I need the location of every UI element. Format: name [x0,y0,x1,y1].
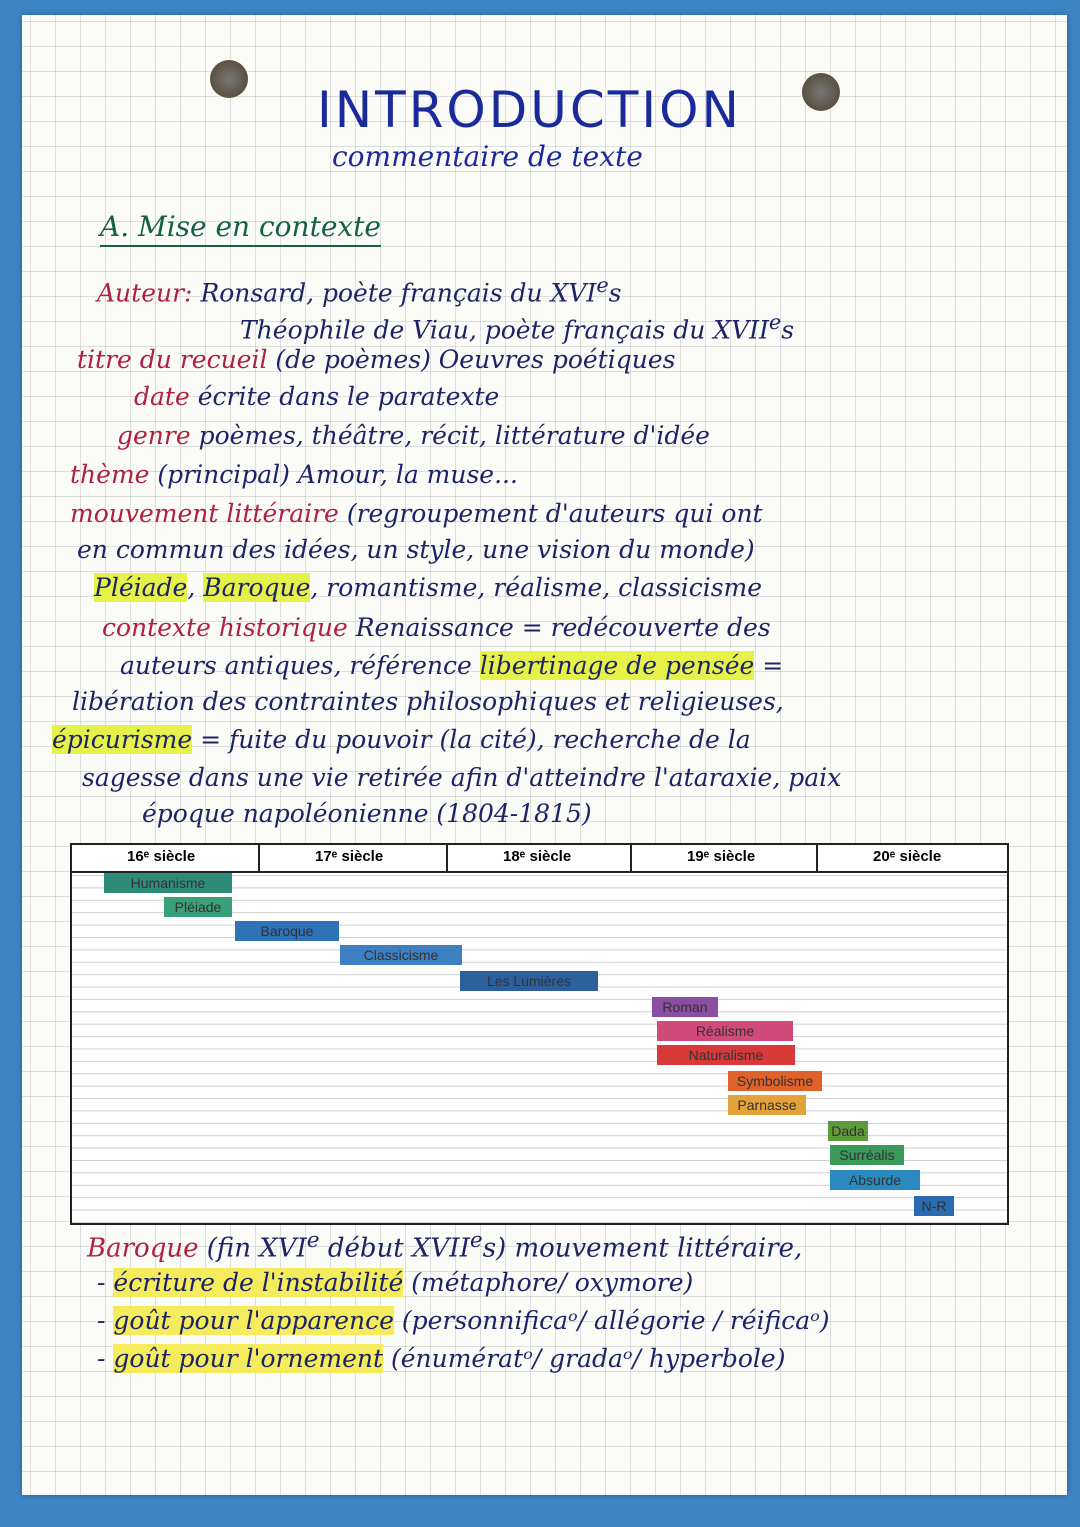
movement-bar: Pléiade [164,897,232,917]
baroque-label: Baroque [87,1233,199,1264]
baroque-item: - goût pour l'ornement (énumératᵒ/ gradaᵒ/ hyperbole) [97,1344,786,1373]
text: s) mouvement littéraire, [482,1233,803,1264]
timeline-chart [70,843,1009,1225]
sup-end: s [781,315,795,345]
epicurisme-highlight: épicurisme [52,725,193,754]
sup: e [469,1228,483,1253]
mouvement-line-1 [70,499,763,528]
auteur-line-2 [240,310,794,344]
genre-value: poèmes, théâtre, récit, littérature d'idée [198,421,710,450]
mouvement-value: (regroupement d'auteurs qui ont [346,499,763,528]
theme-line [70,460,518,489]
movement-bar: Réalisme [657,1021,793,1041]
titre-label: titre du recueil [77,345,268,374]
contexte-value: Renaissance = redécouverte des [355,613,771,642]
sup: e [596,273,609,297]
contexte-line-3: libération des contraintes philosophiques et religieuses, [72,687,784,716]
libertinage-highlight: libertinage de pensée [479,651,755,680]
titre-line [77,345,675,374]
contexte-line-1 [102,613,771,642]
punch-hole [210,60,248,98]
item-rest: (énumératᵒ/ gradaᵒ/ hyperbole) [383,1344,786,1373]
mouvements-list: Pléiade, Baroque, romantisme, réalisme, classicisme [94,573,763,602]
genre-line [117,421,710,450]
page-subtitle: commentaire de texte [332,140,643,173]
text: = [754,651,784,680]
movement-bar: Classicisme [340,945,462,965]
auteur-label: Auteur: [97,278,193,308]
page-title: INTRODUCTION [317,81,742,139]
punch-hole [802,73,840,111]
movement-bar: Humanisme [104,873,232,893]
text: (fin XVI [206,1233,307,1264]
item-highlight: goût pour l'apparence [113,1306,394,1335]
pleiade-highlight: Pléiade [94,573,188,602]
mouvement-line-2: en commun des idées, un style, une vision du monde) [77,535,755,564]
auteur-value-2: Théophile de Viau, poète français du XVII [240,315,769,345]
movement-bar: N-R [914,1196,954,1216]
item-rest: (métaphore/ oxymore) [403,1268,694,1297]
contexte-line-5: sagesse dans une vie retirée afin d'atteindre l'ataraxie, paix [82,763,842,792]
item-highlight: goût pour l'ornement [113,1344,384,1373]
text: début XVII [319,1233,470,1264]
section-heading: A. Mise en contexte [100,210,381,247]
text: = fuite du pouvoir (la cité), recherche de la [192,725,751,754]
theme-label: thème [70,460,150,489]
movement-bar: Baroque [235,921,339,941]
date-label: date [134,382,190,411]
movement-bar: Dada [828,1121,868,1141]
date-line [134,382,499,411]
contexte-line-2 [120,651,783,680]
mouvements-rest: , romantisme, réalisme, classicisme [310,573,763,602]
sup: e [768,310,782,334]
contexte-line-4 [52,725,751,754]
century-header: 16ᵉ siècle [72,845,260,873]
notebook-page [22,15,1067,1495]
movement-bar: Les Lumières [460,971,598,991]
mouvement-label: mouvement littéraire [70,499,339,528]
century-header: 20ᵉ siècle [818,845,1007,873]
century-header: 19ᵉ siècle [632,845,818,873]
sup: e [306,1228,320,1253]
baroque-item: - écriture de l'instabilité (métaphore/ oxymore) [97,1268,694,1297]
text: auteurs antiques, référence [120,651,472,680]
baroque-heading [87,1228,802,1264]
contexte-line-6: époque napoléonienne (1804-1815) [142,799,592,828]
century-header: 17ᵉ siècle [260,845,448,873]
theme-value: (principal) Amour, la muse... [157,460,518,489]
movement-bar: Naturalisme [657,1045,795,1065]
sup-end: s [608,278,622,308]
century-header: 18ᵉ siècle [448,845,632,873]
movement-bar: Roman [652,997,718,1017]
baroque-highlight: Baroque [203,573,311,602]
movement-bar: Surréalis [830,1145,904,1165]
titre-value: (de poèmes) Oeuvres poétiques [275,345,676,374]
item-rest: (personnificaᵒ/ allégorie / réificaᵒ) [393,1306,830,1335]
genre-label: genre [117,421,191,450]
movement-bar: Parnasse [728,1095,806,1115]
auteur-line-1 [97,273,621,307]
auteur-value-1: Ronsard, poète français du XVI [200,278,597,308]
baroque-item: - goût pour l'apparence (personnificaᵒ/ allégorie / réificaᵒ) [97,1306,830,1335]
movement-bar: Symbolisme [728,1071,822,1091]
item-highlight: écriture de l'instabilité [113,1268,404,1297]
contexte-label: contexte historique [102,613,348,642]
movement-bar: Absurde [830,1170,920,1190]
date-value: écrite dans le paratexte [197,382,500,411]
